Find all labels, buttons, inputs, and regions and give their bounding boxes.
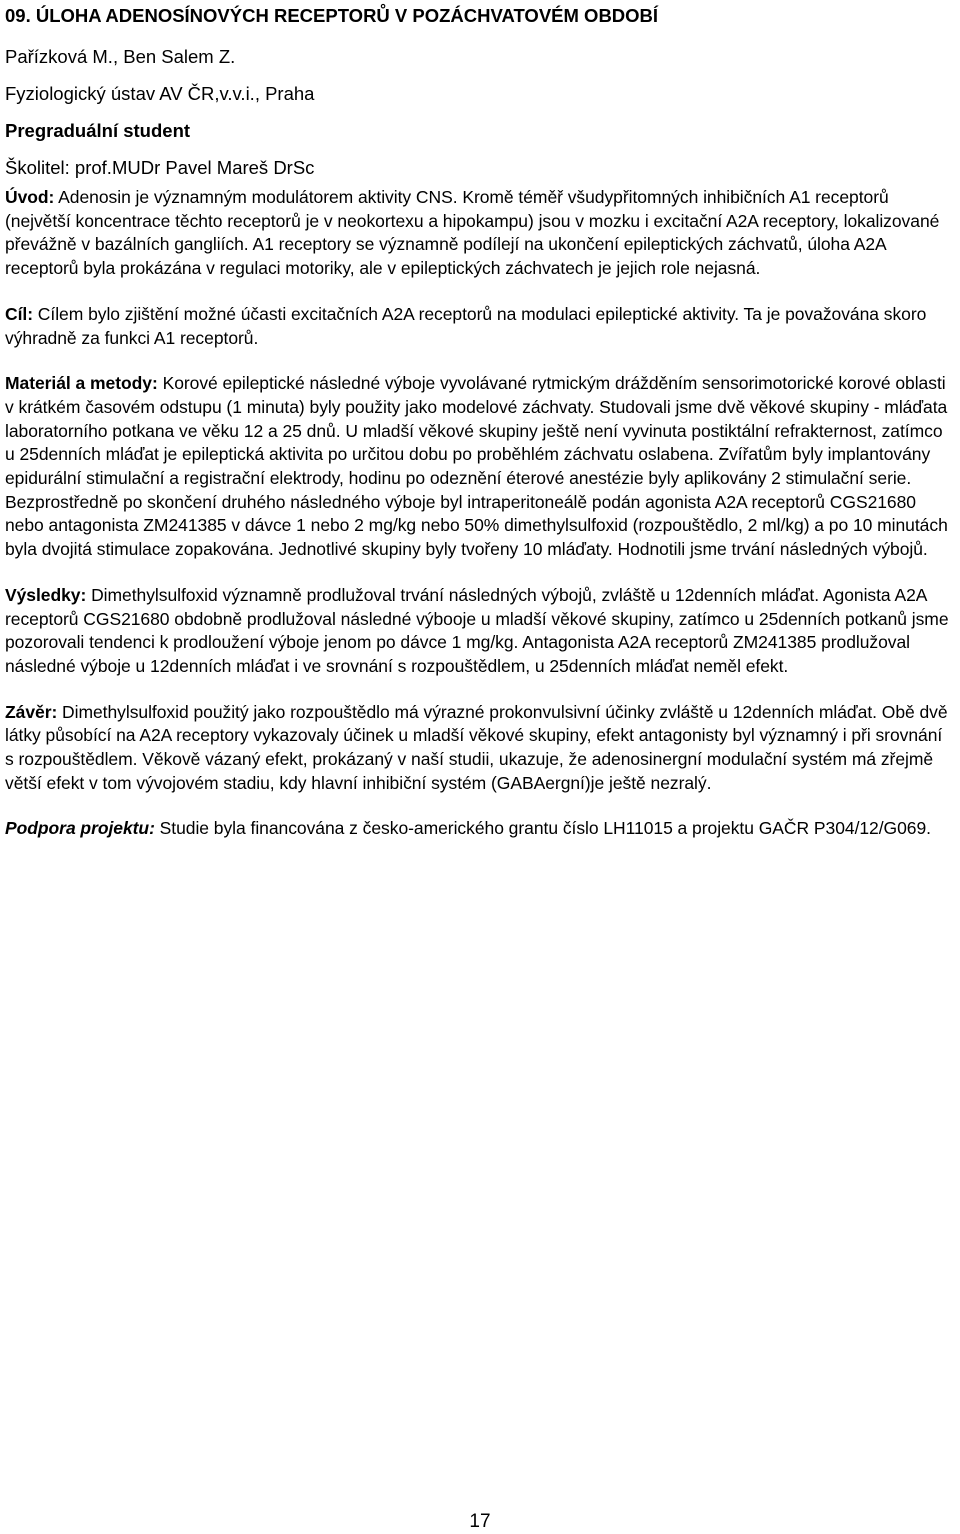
document-page: [5, 4, 955, 863]
section-intro-label: Úvod:: [5, 187, 55, 207]
section-results-label: Výsledky:: [5, 584, 87, 605]
section-aim-label: Cíl:: [5, 303, 33, 324]
section-conclusion-text: Dimethylsulfoxid použitý jako rozpouštědlo má výrazné prokonvulsivní účinky zvláště u 12denních mláďat. Obě dvě látky působící na A2A receptory vykazovaly účinek u mladší věkové skupiny, efekt antagonisty byl významný i při srovnání s rozpouštědlem. Věkově vázaný efekt, prokázaný v naší studii, ukazuje, že adenosinergní modulační systém má zřejmě větší efekt v tom vývojovém stadiu, kdy hlavní inhibiční systém (GABAergní)je ještě nezralý.: [5, 701, 948, 793]
document-title: 09. ÚLOHA ADENOSÍNOVÝCH RECEPTORŮ V POZÁCHVATOVÉM OBDOBÍ: [5, 5, 659, 26]
authors: Pařízková M., Ben Salem Z.: [5, 46, 236, 67]
section-intro: [5, 186, 955, 281]
affiliation: Fyziologický ústav AV ČR,v.v.i., Praha: [5, 83, 315, 104]
section-support-text: Studie byla financována z česko-amerického grantu číslo LH11015 a projektu GAČR P304/12/G069.: [154, 818, 931, 839]
section-conclusion-label: Závěr:: [5, 701, 58, 722]
section-results: [5, 584, 955, 679]
section-methods: [5, 372, 955, 562]
student-type: Pregraduální student: [5, 120, 191, 141]
section-support: [5, 817, 955, 841]
section-support-label: Podpora projektu:: [5, 818, 155, 839]
section-methods-text: Korové epileptické následné výboje vyvolávané rytmickým drážděním sensorimotorické korové oblasti v krátkém časovém odstupu (1 minuta) byly použity jako modelové záchvaty. Studovali jsme dvě věkové skupiny - mláďata laboratorního potkana ve věku 12 a 25 dnů. U mladší věkové skupiny ještě není vyvinuta postiktální refrakternost, zatímco u 25denních mláďat je epileptická aktivita po určitou dobu po proběhlém záchvatu oslabena. Zvířatům byly implantovány epidurální stimulační a registrační elektrody, hodinu po odeznění éterové anestézie byly aplikovány 2 stimulační serie. Bezprostředně po skončení druhého následného výboje byl intraperitoneálě podán agonista A2A receptorů CGS21680 nebo antagonista ZM241385 v dávce 1 nebo 2 mg/kg nebo 50% dimethylsulfoxid (rozpouštědlo, 2 ml/kg) a po 10 minutách byla dvojitá stimulace zopakována. Jednotlivé skupiny byly tvořeny 10 mláďaty. Hodnotili jsme trvání následných výbojů.: [5, 373, 948, 560]
page-number: 17: [469, 1511, 491, 1532]
section-conclusion: [5, 701, 955, 796]
supervisor-label: Školitel:: [5, 157, 70, 178]
section-aim: [5, 303, 955, 350]
section-aim-text: Cílem bylo zjištění možné účasti excitačních A2A receptorů na modulaci epileptické aktivity. Ta je považována skoro výhradně za funkci A1 receptorů.: [5, 303, 927, 348]
section-results-text: Dimethylsulfoxid významně prodlužoval trvání následných výbojů, zvláště u 12denních mláďat. Agonista A2A receptorů CGS21680 obdobně prodlužoval následné výbooje u mladší věkové skupiny, zatímco u 25denních potkanů jsme pozorovali tendenci k prodloužení výboje jenom po dávce 1 mg/kg. Antagonista A2A receptorů ZM241385 prodlužoval následné výboje u 12denních mláďat i ve srovnání s rozpouštědlem, u 25denních mláďat neměl efekt.: [5, 584, 949, 676]
section-intro-text: Adenosin je významným modulátorem aktivity CNS. Kromě téměř všudypřitomných inhibičních A1 receptorů (největší koncentrace těchto receptorů je v neokortexu a hipokampu) jsou v mozku i excitační A2A receptory, lokalizované převážně v bazálních gangliích. A1 receptory se významně podílejí na ukončení epileptických záchvatů, úloha A2A receptorů byla prokázána v regulaci motoriky, ale v epileptických záchvatech je jejich role nejasná.: [5, 187, 940, 279]
section-methods-label: Materiál a metody:: [5, 373, 158, 394]
supervisor-line: [5, 149, 955, 186]
supervisor-name: prof.MUDr Pavel Mareš DrSc: [69, 157, 315, 178]
